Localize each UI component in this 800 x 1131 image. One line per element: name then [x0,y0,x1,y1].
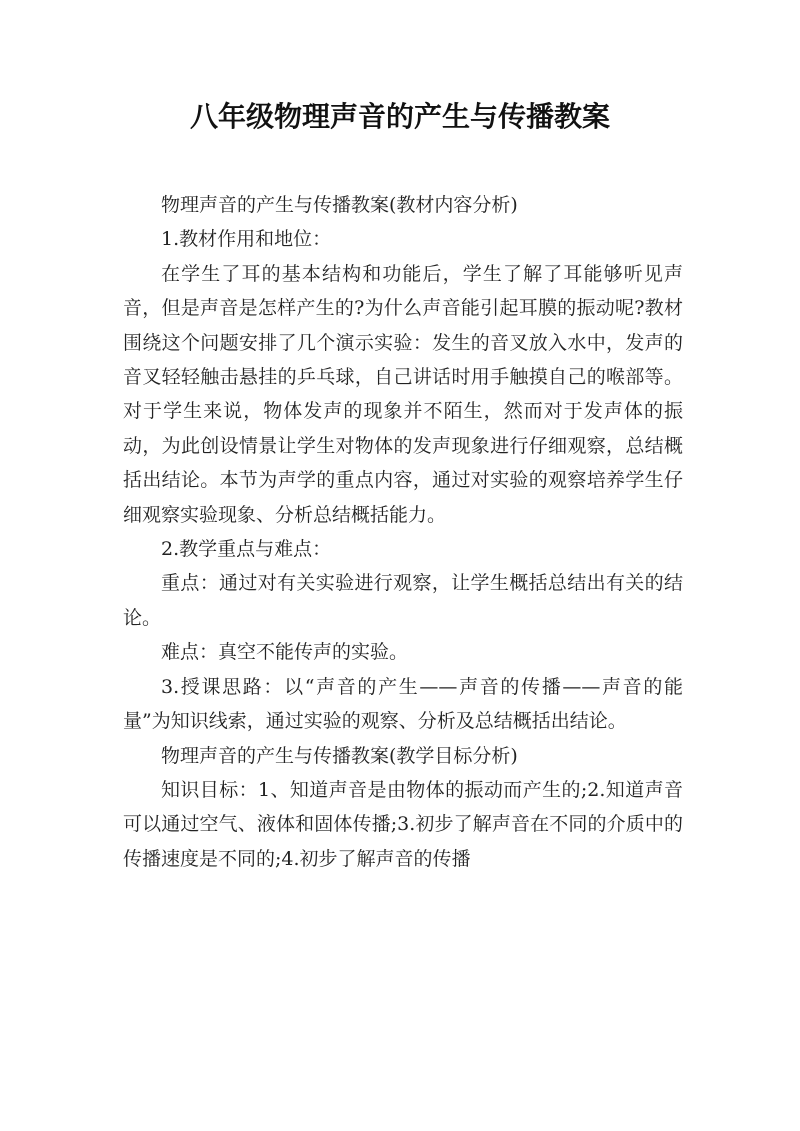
paragraph-knowledge-objectives: 知识目标：1、知道声音是由物体的振动而产生的;2.知道声音可以通过空气、液体和固体传播;3.初步了解声音在不同的介质中的传播速度是不同的;4.初步了解声音的传播 [123,778,683,870]
subheading-key-points: 2.教学重点与难点： [161,538,332,561]
paragraph-role-and-position: 在学生了耳的基本结构和功能后，学生了解了耳能够听见声音，但是声音是怎样产生的?为什么声音能引起耳膜的振动呢?教材围绕这个问题安排了几个演示实验：发生的音叉放入水中，发声的音叉轻轻触击悬挂的乒乓球，自己讲话时用手触摸自己的喉部等。对于学生来说，物体发声的现象并不陌生，然而对于发声体的振动，为此创设情景让学生对物体的发声现象进行仔细观察，总结概括出结论。本节为声学的重点内容，通过对实验的观察培养学生仔细观察实验现象、分析总结概括能力。 [123,262,683,526]
section-heading-content-analysis: 物理声音的产生与传播教案(教材内容分析) [161,194,518,216]
paragraph-key-point: 重点：通过对有关实验进行观察，让学生概括总结出有关的结论。 [123,572,683,629]
document-title: 八年级物理声音的产生与传播教案 [189,100,610,133]
paragraph-teaching-approach: 3.授课思路：以“声音的产生——声音的传播——声音的能量”为知识线索，通过实验的观察、分析及总结概括出结论。 [123,675,683,733]
paragraph-difficult-point: 难点：真空不能传声的实验。 [161,641,409,664]
section-heading-objectives: 物理声音的产生与传播教案(教学目标分析) [161,744,518,767]
document-body [123,188,683,876]
subheading-role-and-position: 1.教材作用和地位： [161,228,332,251]
